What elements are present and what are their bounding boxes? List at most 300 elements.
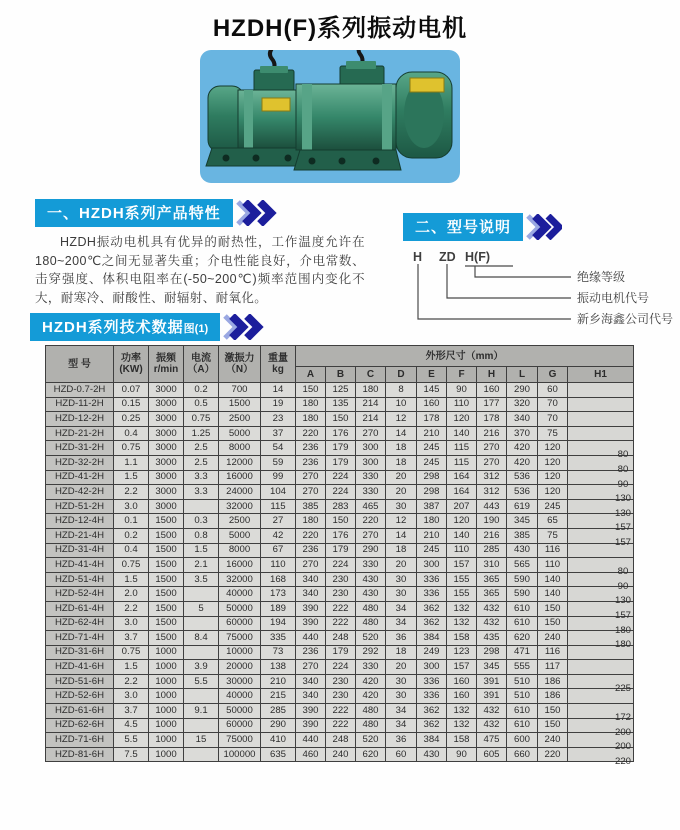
value-cell: 32000: [219, 572, 261, 587]
value-cell: 20: [386, 558, 417, 573]
value-cell: 3000: [149, 383, 184, 398]
value-cell: 65: [538, 514, 568, 529]
value-cell: 236: [296, 543, 326, 558]
value-cell: 430: [356, 587, 386, 602]
value-cell: 214: [356, 397, 386, 412]
value-cell: 116: [538, 543, 568, 558]
value-cell: 390: [296, 616, 326, 631]
value-cell: 155: [447, 587, 477, 602]
value-cell: 36: [386, 631, 417, 646]
value-cell: 1500: [149, 514, 184, 529]
model-cell: HZD-11-2H: [46, 397, 114, 412]
h1-value: 157: [614, 610, 631, 621]
value-cell: 2.5: [184, 441, 219, 456]
value-cell: 23: [261, 412, 296, 427]
value-cell: 1500: [149, 543, 184, 558]
double-chevron-icon: [223, 314, 265, 340]
value-cell: 249: [417, 645, 447, 660]
spec-table-wrap: [45, 345, 637, 767]
value-cell: 635: [261, 747, 296, 762]
value-cell: 110: [447, 397, 477, 412]
value-cell: 3000: [149, 412, 184, 427]
value-cell: 12000: [219, 455, 261, 470]
value-cell: 430: [417, 747, 447, 762]
value-cell: 155: [447, 572, 477, 587]
value-cell: 345: [507, 514, 538, 529]
col-header: 功率 (KW): [114, 346, 149, 383]
value-cell: 158: [447, 733, 477, 748]
col-header-dimensions: 外形尺寸（mm）: [296, 346, 634, 367]
value-cell: 176: [326, 528, 356, 543]
h1-value: 80: [617, 449, 629, 460]
value-cell: 536: [507, 470, 538, 485]
legend-insulation-grade: 绝缘等级: [577, 270, 626, 284]
dim-col-header: L: [507, 367, 538, 383]
value-cell: 236: [296, 455, 326, 470]
h1-cell: [568, 543, 634, 558]
value-cell: 285: [477, 543, 507, 558]
table-row: [46, 718, 634, 733]
value-cell: 220: [296, 528, 326, 543]
value-cell: 210: [261, 674, 296, 689]
value-cell: 140: [447, 426, 477, 441]
value-cell: 391: [477, 674, 507, 689]
table-row: [46, 747, 634, 762]
value-cell: 1500: [149, 616, 184, 631]
value-cell: 10000: [219, 645, 261, 660]
value-cell: 430: [507, 543, 538, 558]
code-part-insulation: H(F): [465, 250, 490, 264]
h1-value: 172: [614, 712, 631, 723]
page-title: HZDH(F)系列振动电机: [212, 15, 468, 42]
value-cell: 110: [261, 558, 296, 573]
value-cell: 224: [326, 558, 356, 573]
value-cell: 2.0: [114, 587, 149, 602]
value-cell: 117: [538, 660, 568, 675]
value-cell: 222: [326, 718, 356, 733]
h1-value: 80: [617, 566, 629, 577]
double-chevron-icon: [526, 214, 562, 240]
value-cell: 123: [447, 645, 477, 660]
value-cell: 465: [356, 499, 386, 514]
value-cell: 1000: [149, 674, 184, 689]
value-cell: 510: [507, 674, 538, 689]
value-cell: 330: [356, 660, 386, 675]
value-cell: 180: [296, 397, 326, 412]
table-row: [46, 616, 634, 631]
value-cell: 178: [417, 412, 447, 427]
dim-col-header: D: [386, 367, 417, 383]
table-row: [46, 383, 634, 398]
value-cell: 391: [477, 689, 507, 704]
h1-cell: [568, 572, 634, 587]
model-cell: HZD-12-4H: [46, 514, 114, 529]
h1-cell: [568, 733, 634, 748]
value-cell: 67: [261, 543, 296, 558]
value-cell: 14: [386, 426, 417, 441]
dim-col-header: H1: [568, 367, 634, 383]
code-part-company: H: [413, 250, 423, 264]
h1-cell: [568, 645, 634, 660]
value-cell: 18: [386, 543, 417, 558]
value-cell: 1.5: [114, 660, 149, 675]
value-cell: 610: [507, 704, 538, 719]
value-cell: 176: [326, 426, 356, 441]
h1-cell: [568, 455, 634, 470]
value-cell: 340: [296, 674, 326, 689]
value-cell: 177: [477, 397, 507, 412]
value-cell: 14: [386, 528, 417, 543]
value-cell: 362: [417, 718, 447, 733]
h1-value: 157: [614, 537, 631, 548]
table-row: [46, 587, 634, 602]
model-legend-section: [403, 213, 675, 339]
value-cell: 2.2: [114, 674, 149, 689]
value-cell: 15: [184, 733, 219, 748]
value-cell: 157: [447, 660, 477, 675]
value-cell: 432: [477, 718, 507, 733]
value-cell: 3.7: [114, 631, 149, 646]
value-cell: 125: [326, 383, 356, 398]
value-cell: 90: [447, 383, 477, 398]
value-cell: 3000: [149, 485, 184, 500]
h1-cell: [568, 485, 634, 500]
value-cell: 390: [296, 718, 326, 733]
value-cell: 180: [296, 412, 326, 427]
table-row: [46, 631, 634, 646]
value-cell: 1000: [149, 733, 184, 748]
value-cell: 18: [386, 441, 417, 456]
value-cell: 178: [477, 412, 507, 427]
dim-col-header: C: [356, 367, 386, 383]
value-cell: 36: [386, 733, 417, 748]
value-cell: 220: [296, 426, 326, 441]
value-cell: 115: [447, 455, 477, 470]
value-cell: 420: [507, 441, 538, 456]
h1-cell: [568, 631, 634, 646]
value-cell: 10: [386, 397, 417, 412]
value-cell: [184, 718, 219, 733]
model-cell: HZD-21-2H: [46, 426, 114, 441]
value-cell: 20: [386, 470, 417, 485]
value-cell: 248: [326, 631, 356, 646]
value-cell: 700: [219, 383, 261, 398]
value-cell: 336: [417, 572, 447, 587]
value-cell: 0.15: [114, 397, 149, 412]
value-cell: 132: [447, 616, 477, 631]
model-cell: HZD-31-6H: [46, 645, 114, 660]
value-cell: 8: [386, 383, 417, 398]
value-cell: 150: [296, 383, 326, 398]
table-row: [46, 601, 634, 616]
value-cell: 0.75: [114, 645, 149, 660]
value-cell: 3.5: [184, 572, 219, 587]
value-cell: 222: [326, 616, 356, 631]
model-cell: HZD-71-6H: [46, 733, 114, 748]
value-cell: 270: [477, 455, 507, 470]
value-cell: 5: [184, 601, 219, 616]
h1-value: 180: [614, 639, 631, 650]
h1-value: 80: [617, 464, 629, 475]
value-cell: 160: [447, 689, 477, 704]
table-row: [46, 485, 634, 500]
spec-table: [45, 345, 634, 762]
table-row: [46, 674, 634, 689]
value-cell: 60: [386, 747, 417, 762]
value-cell: 1.5: [114, 572, 149, 587]
value-cell: 19: [261, 397, 296, 412]
value-cell: 160: [477, 383, 507, 398]
value-cell: 24000: [219, 485, 261, 500]
h1-cell: [568, 558, 634, 573]
value-cell: 3.0: [114, 689, 149, 704]
value-cell: 3000: [149, 426, 184, 441]
model-cell: HZD-12-2H: [46, 412, 114, 427]
value-cell: [184, 499, 219, 514]
value-cell: 157: [447, 558, 477, 573]
value-cell: 292: [356, 645, 386, 660]
h1-cell: [568, 718, 634, 733]
value-cell: 150: [326, 412, 356, 427]
value-cell: 222: [326, 704, 356, 719]
h1-cell: [568, 660, 634, 675]
value-cell: 194: [261, 616, 296, 631]
value-cell: 3000: [149, 441, 184, 456]
h1-value: 130: [614, 493, 631, 504]
value-cell: 298: [417, 485, 447, 500]
value-cell: 20: [386, 485, 417, 500]
h1-cell: [568, 689, 634, 704]
value-cell: 1000: [149, 645, 184, 660]
value-cell: 189: [261, 601, 296, 616]
features-banner: [35, 199, 365, 227]
value-cell: 20: [386, 660, 417, 675]
value-cell: 179: [326, 441, 356, 456]
value-cell: 300: [417, 558, 447, 573]
value-cell: 8000: [219, 441, 261, 456]
value-cell: 330: [356, 558, 386, 573]
value-cell: 145: [417, 383, 447, 398]
h1-cell: [568, 587, 634, 602]
value-cell: 2.1: [184, 558, 219, 573]
value-cell: 336: [417, 587, 447, 602]
value-cell: 1500: [149, 587, 184, 602]
value-cell: 120: [447, 412, 477, 427]
value-cell: 0.4: [114, 426, 149, 441]
model-cell: HZD-31-2H: [46, 441, 114, 456]
value-cell: 2.2: [114, 601, 149, 616]
value-cell: 179: [326, 543, 356, 558]
value-cell: 150: [326, 514, 356, 529]
value-cell: 410: [261, 733, 296, 748]
value-cell: 180: [356, 383, 386, 398]
h1-value: 130: [614, 595, 631, 606]
value-cell: 283: [326, 499, 356, 514]
value-cell: 336: [417, 689, 447, 704]
value-cell: 207: [447, 499, 477, 514]
value-cell: 3000: [149, 499, 184, 514]
legend-company-code: 新乡海鑫公司代号: [577, 312, 674, 326]
value-cell: 370: [507, 426, 538, 441]
value-cell: 179: [326, 645, 356, 660]
value-cell: 270: [296, 470, 326, 485]
value-cell: 116: [538, 645, 568, 660]
value-cell: 270: [296, 660, 326, 675]
h1-cell: [568, 747, 634, 762]
value-cell: 471: [507, 645, 538, 660]
value-cell: 224: [326, 660, 356, 675]
model-cell: HZD-21-4H: [46, 528, 114, 543]
h1-cell: [568, 601, 634, 616]
value-cell: 50000: [219, 601, 261, 616]
value-cell: 300: [356, 441, 386, 456]
value-cell: 480: [356, 718, 386, 733]
value-cell: 536: [507, 485, 538, 500]
value-cell: 555: [507, 660, 538, 675]
value-cell: 0.25: [114, 412, 149, 427]
value-cell: 75: [538, 528, 568, 543]
value-cell: 310: [477, 558, 507, 573]
value-cell: 210: [417, 528, 447, 543]
value-cell: 0.2: [114, 528, 149, 543]
value-cell: 32000: [219, 499, 261, 514]
value-cell: 365: [477, 572, 507, 587]
value-cell: 16000: [219, 558, 261, 573]
value-cell: 1500: [149, 528, 184, 543]
value-cell: 40000: [219, 689, 261, 704]
value-cell: 16000: [219, 470, 261, 485]
value-cell: 0.8: [184, 528, 219, 543]
h1-cell: [568, 674, 634, 689]
value-cell: 73: [261, 645, 296, 660]
value-cell: 150: [538, 601, 568, 616]
value-cell: 186: [538, 689, 568, 704]
value-cell: 140: [538, 587, 568, 602]
h1-value: 200: [614, 727, 631, 738]
value-cell: 2.5: [184, 455, 219, 470]
table-row: [46, 426, 634, 441]
value-cell: 3.3: [184, 485, 219, 500]
h1-value: 157: [614, 522, 631, 533]
dim-col-header: H: [477, 367, 507, 383]
legend-motor-code: 振动电机代号: [577, 291, 650, 305]
h1-cell: [568, 528, 634, 543]
value-cell: 180: [417, 514, 447, 529]
col-header: 振频 r/min: [149, 346, 184, 383]
h1-cell: [568, 441, 634, 456]
value-cell: 420: [356, 674, 386, 689]
value-cell: 20000: [219, 660, 261, 675]
value-cell: 230: [326, 674, 356, 689]
value-cell: 1.25: [184, 426, 219, 441]
value-cell: 30: [386, 572, 417, 587]
value-cell: 60: [538, 383, 568, 398]
value-cell: 240: [538, 733, 568, 748]
dim-col-header: G: [538, 367, 568, 383]
value-cell: 1000: [149, 660, 184, 675]
vibration-motors-illustration: [200, 50, 460, 183]
value-cell: 0.75: [114, 441, 149, 456]
value-cell: 290: [261, 718, 296, 733]
value-cell: 335: [261, 631, 296, 646]
value-cell: 224: [326, 470, 356, 485]
value-cell: 510: [507, 689, 538, 704]
value-cell: 59: [261, 455, 296, 470]
value-cell: 120: [538, 441, 568, 456]
value-cell: 186: [538, 674, 568, 689]
value-cell: 300: [417, 660, 447, 675]
value-cell: 220: [538, 747, 568, 762]
value-cell: 5.5: [114, 733, 149, 748]
h1-cell: [568, 499, 634, 514]
value-cell: 3.0: [114, 616, 149, 631]
value-cell: 138: [261, 660, 296, 675]
value-cell: 4.5: [114, 718, 149, 733]
value-cell: 160: [417, 397, 447, 412]
value-cell: 565: [507, 558, 538, 573]
features-section: [35, 199, 365, 307]
value-cell: 432: [477, 704, 507, 719]
value-cell: 340: [296, 572, 326, 587]
value-cell: 75000: [219, 733, 261, 748]
value-cell: 432: [477, 601, 507, 616]
value-cell: 1000: [149, 689, 184, 704]
value-cell: 440: [296, 733, 326, 748]
col-header-model: 型 号: [46, 346, 114, 383]
value-cell: 70: [538, 412, 568, 427]
value-cell: 150: [538, 616, 568, 631]
model-legend-banner: [403, 213, 675, 241]
value-cell: 1500: [149, 558, 184, 573]
value-cell: 298: [417, 470, 447, 485]
value-cell: 285: [261, 704, 296, 719]
h1-value: 200: [614, 741, 631, 752]
value-cell: 236: [296, 645, 326, 660]
table-row: [46, 660, 634, 675]
value-cell: 270: [356, 426, 386, 441]
value-cell: 600: [507, 733, 538, 748]
value-cell: 520: [356, 631, 386, 646]
value-cell: 224: [326, 485, 356, 500]
value-cell: 1500: [149, 631, 184, 646]
model-cell: HZD-41-4H: [46, 558, 114, 573]
value-cell: 14: [261, 383, 296, 398]
value-cell: 1.1: [114, 455, 149, 470]
value-cell: 330: [356, 485, 386, 500]
value-cell: 2500: [219, 514, 261, 529]
value-cell: 320: [507, 397, 538, 412]
value-cell: 99: [261, 470, 296, 485]
value-cell: 385: [296, 499, 326, 514]
model-cell: HZD-52-4H: [46, 587, 114, 602]
value-cell: 330: [356, 470, 386, 485]
value-cell: 18: [386, 645, 417, 660]
value-cell: 7.5: [114, 747, 149, 762]
value-cell: 30: [386, 587, 417, 602]
value-cell: 480: [356, 601, 386, 616]
value-cell: 340: [296, 587, 326, 602]
value-cell: 610: [507, 601, 538, 616]
value-cell: [184, 747, 219, 762]
value-cell: 312: [477, 470, 507, 485]
value-cell: 5000: [219, 426, 261, 441]
value-cell: 120: [538, 455, 568, 470]
value-cell: 1000: [149, 704, 184, 719]
value-cell: 1500: [149, 572, 184, 587]
value-cell: 345: [477, 660, 507, 675]
value-cell: 440: [296, 631, 326, 646]
value-cell: 2500: [219, 412, 261, 427]
